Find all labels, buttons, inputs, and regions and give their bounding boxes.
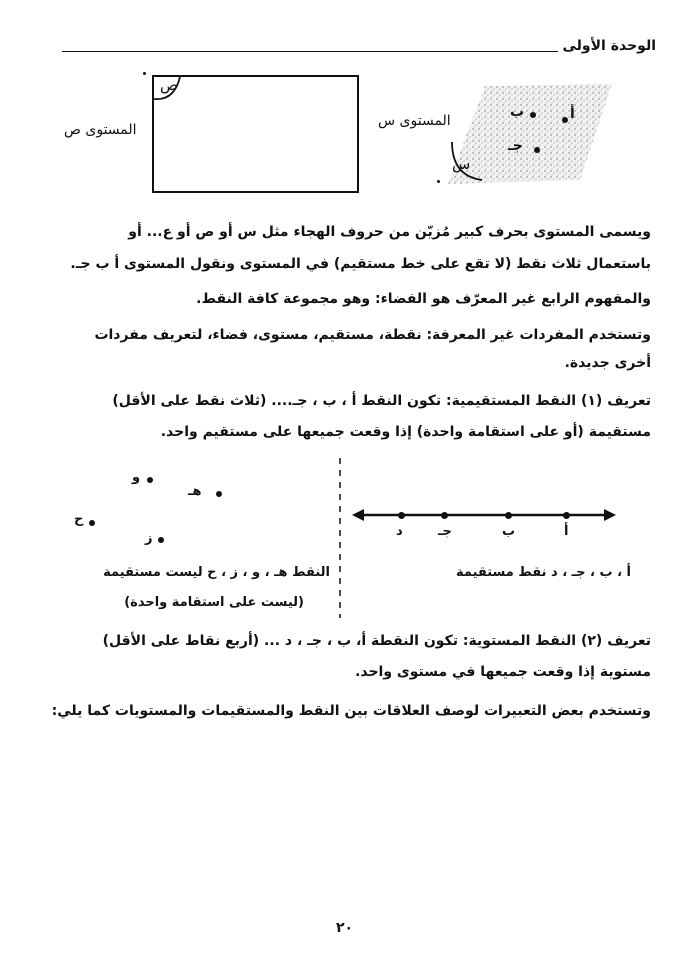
- noncollinear-point-h-dot: [216, 491, 222, 497]
- page-number: ٢٠: [335, 920, 354, 936]
- plane-p-corner-label: ص: [160, 76, 179, 94]
- definition-2-line1: تعريف (٢) النقط المستوية: تكون النقطة أ، ب ، جـ ، د ... (أربع نقاط على الأقل): [102, 633, 651, 649]
- naming-text-line1: ويسمى المستوى بحرف كبير مُزيّن من حروف الهجاء مثل س أو ص أو ع... أو: [128, 224, 651, 240]
- noncollinear-point-hh-dot: [89, 520, 95, 526]
- plane-s-point-a-dot: [562, 117, 568, 123]
- plane-p-label: المستوى ص: [64, 122, 137, 138]
- plane-s-point-b-label: ب: [510, 104, 525, 120]
- plane-s-label: المستوى س: [378, 113, 451, 129]
- plane-s-corner-label: س: [452, 155, 471, 173]
- naming-text-line2: باستعمال ثلاث نقط (لا تقع على خط مستقيم) في المستوى ونقول المستوى أ ب جـ.: [70, 256, 651, 272]
- plane-s-point-b-dot: [530, 112, 536, 118]
- plane-s-point-a-label: أ: [570, 106, 575, 122]
- stray-mark: [437, 180, 440, 183]
- figure-divider: [338, 458, 342, 618]
- collinear-point-a-dot: [563, 512, 570, 519]
- noncollinear-caption-line2: (ليست على استقامة واحدة): [124, 595, 304, 610]
- fourth-concept-text: والمفهوم الرابع غير المعرّف هو الفضاء: وهو مجموعة كافة النقط.: [196, 291, 651, 307]
- collinear-point-d-dot: [398, 512, 405, 519]
- collinear-point-b-dot: [505, 512, 512, 519]
- collinear-caption: أ ، ب ، جـ ، د نقط مستقيمة: [455, 565, 631, 580]
- noncollinear-point-z-dot: [158, 537, 164, 543]
- unit-title: الوحدة الأولى: [562, 38, 656, 54]
- collinear-line: [352, 505, 616, 525]
- plane-s-point-c-dot: [534, 147, 540, 153]
- collinear-point-c-label: جـ: [438, 524, 452, 539]
- noncollinear-caption-line1: النقط هـ ، و ، ز ، ح ليست مستقيمة: [103, 565, 330, 580]
- header-divider: [62, 51, 558, 52]
- collinear-point-a-label: أ: [564, 524, 569, 539]
- noncollinear-point-hh-label: ح: [74, 512, 84, 527]
- noncollinear-point-w-dot: [147, 477, 153, 483]
- noncollinear-point-h-label: هـ: [188, 484, 202, 499]
- undefined-terms-line2: أخرى جديدة.: [564, 355, 651, 371]
- definition-2-line2: مستوية إذا وقعت جميعها في مستوى واحد.: [355, 664, 651, 680]
- definition-1-line1: تعريف (١) النقط المستقيمية: تكون النقط أ ، ب ، جـ.... (ثلاث نقط على الأقل): [112, 393, 651, 409]
- collinear-point-b-label: ب: [502, 524, 516, 539]
- noncollinear-point-z-label: ز: [145, 531, 153, 546]
- noncollinear-point-w-label: و: [132, 470, 141, 485]
- relations-text: وتستخدم بعض التعبيرات لوصف العلاقات بين النقط والمستقيمات والمستويات كما يلي:: [51, 703, 651, 719]
- definition-1-line2: مستقيمة (أو على استقامة واحدة) إذا وقعت جميعها على مستقيم واحد.: [160, 424, 651, 440]
- stray-mark: [143, 72, 146, 75]
- undefined-terms-line1: وتستخدم المفردات غير المعرفة: نقطة، مستقيم، مستوى، فضاء، لتعريف مفردات: [94, 327, 651, 343]
- collinear-point-d-label: د: [396, 524, 403, 539]
- plane-s-point-c-label: جـ: [508, 138, 523, 154]
- collinear-point-c-dot: [441, 512, 448, 519]
